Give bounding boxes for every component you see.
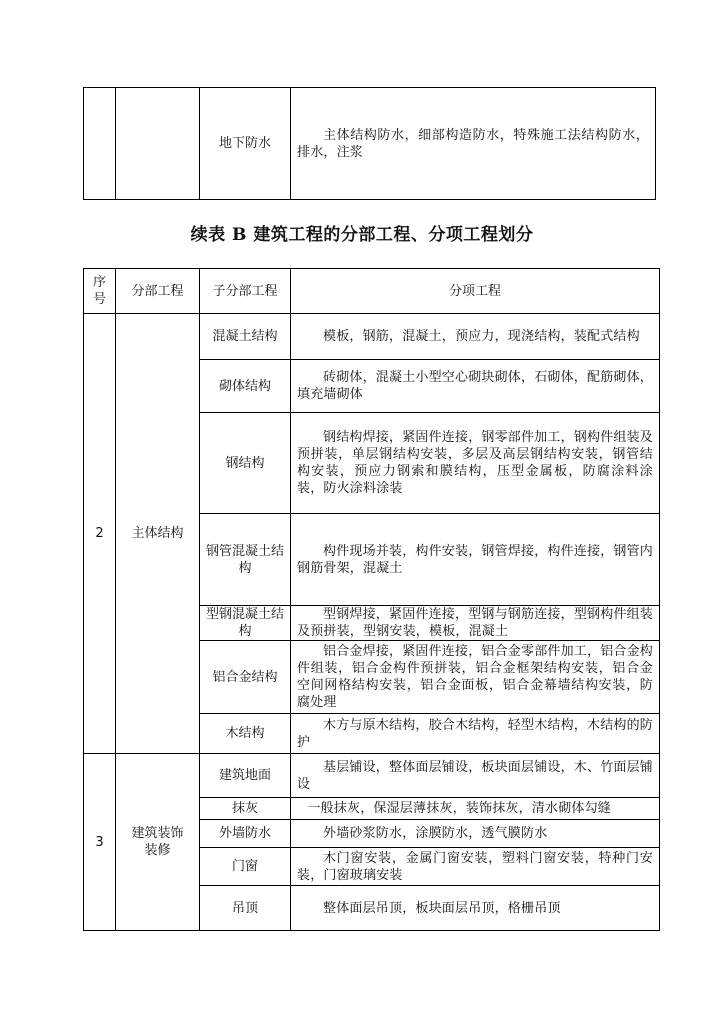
subdivision-cell: 钢管混凝土结构 (200, 514, 291, 606)
items-cell: 模板，钢筋，混凝土，预应力，现浇结构，装配式结构 (291, 314, 660, 360)
items-cell: 一般抹灰，保湿层薄抹灰，装饰抹灰，清水砌体勾缝 (291, 798, 660, 820)
subdivision-cell: 混凝土结构 (200, 314, 291, 360)
division-table (83, 268, 660, 931)
subdivision-cell: 门窗 (200, 848, 291, 886)
subdivision-cell: 铝合金结构 (200, 641, 291, 714)
header-row (84, 269, 660, 314)
subdivision-cell: 钢结构 (200, 413, 291, 514)
table-row (84, 88, 656, 200)
continuation-table-top (83, 87, 656, 200)
subdivision-cell: 型钢混凝土结构 (200, 606, 291, 641)
header-items: 分项工程 (291, 269, 660, 314)
header-division: 分部工程 (116, 269, 200, 314)
items-cell: 整体面层吊顶，板块面层吊顶，格栅吊顶 (291, 886, 660, 931)
page-title: 续表 B 建筑工程的分部工程、分项工程划分 (190, 225, 534, 245)
seq-cell: 2 (84, 314, 116, 754)
header-subdivision: 子分部工程 (200, 269, 291, 314)
subdivision-cell: 建筑地面 (200, 754, 291, 798)
subdivision-cell: 砌体结构 (200, 360, 291, 413)
items-cell: 型钢焊接，紧固件连接，型钢与钢筋连接，型钢构件组装及预拼装，型钢安装，模板，混凝土 (291, 606, 660, 641)
items-cell: 木方与原木结构，胶合木结构，轻型木结构，木结构的防护 (291, 714, 660, 754)
seq-cell: 3 (84, 754, 116, 931)
division-cell (116, 88, 200, 200)
table-row (84, 754, 660, 798)
items-cell: 主体结构防水，细部构造防水，特殊施工法结构防水，排水，注浆 (291, 88, 656, 200)
table-row (84, 314, 660, 360)
header-seq: 序号 (84, 269, 116, 314)
items-cell: 木门窗安装，金属门窗安装，塑料门窗安装，特种门安装，门窗玻璃安装 (291, 848, 660, 886)
subdivision-cell: 外墙防水 (200, 820, 291, 848)
items-cell: 砖砌体，混凝土小型空心砌块砌体，石砌体，配筋砌体，填充墙砌体 (291, 360, 660, 413)
items-cell: 构件现场并装，构件安装，钢管焊接，构件连接，钢管内钢筋骨架，混凝土 (291, 514, 660, 606)
items-cell: 铝合金焊接，紧固件连接，铝合金零部件加工，铝合金构件组装，铝合金构件预拼装，铝合金框架结构安装，铝合金空间网格结构安装，铝合金面板，铝合金幕墙结构安装，防腐处理 (291, 641, 660, 714)
division-cell: 主体结构 (116, 314, 200, 754)
items-cell: 外墙砂浆防水，涂膜防水，透气膜防水 (291, 820, 660, 848)
subdivision-cell: 吊顶 (200, 886, 291, 931)
subdivision-cell: 抹灰 (200, 798, 291, 820)
items-cell: 基层铺设，整体面层铺设，板块面层铺设，木、竹面层铺设 (291, 754, 660, 798)
subdivision-cell: 地下防水 (200, 88, 291, 200)
items-cell: 钢结构焊接，紧固件连接，钢零部件加工，钢构件组装及预拼装，单层钢结构安装，多层及高层钢结构安装，钢管结构安装，预应力钢索和膜结构，压型金属板，防腐涂料涂装，防火涂料涂装 (291, 413, 660, 514)
division-cell: 建筑装饰装修 (116, 754, 200, 931)
subdivision-cell: 木结构 (200, 714, 291, 754)
seq-cell (84, 88, 116, 200)
